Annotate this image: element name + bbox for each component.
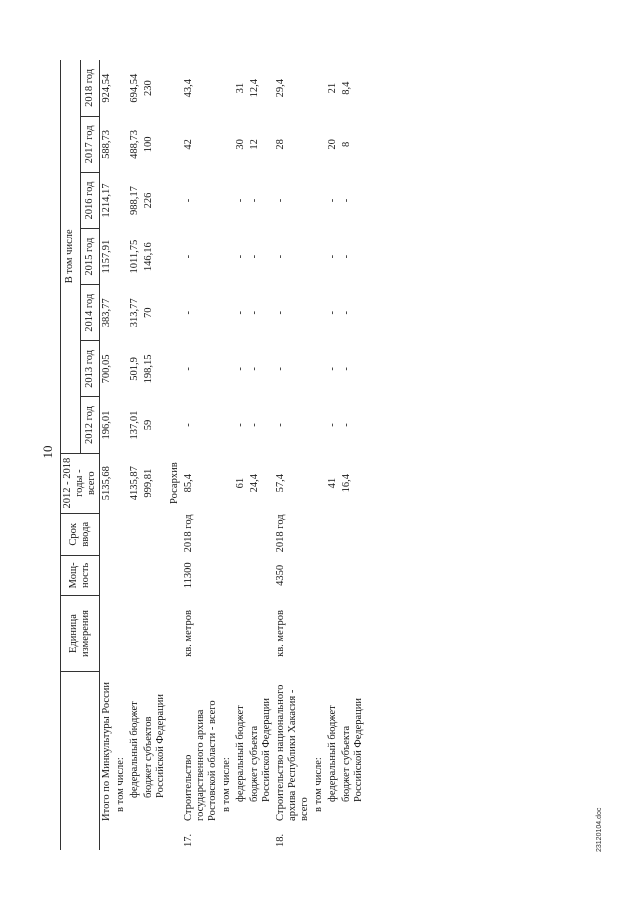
row-year-value: [312, 397, 326, 453]
row-year-value: 146,16: [143, 242, 154, 272]
row-name: бюджет субъекта Российской Федерации: [341, 697, 364, 802]
row-capacity: [340, 555, 366, 595]
row-number: [340, 824, 366, 850]
row-year-value: -: [235, 198, 246, 203]
row-year-value: [114, 341, 128, 397]
row-number: [168, 824, 182, 850]
row-term: [340, 513, 366, 555]
row-unit: [312, 595, 326, 671]
row-number: [220, 824, 234, 850]
row-year-value: [312, 116, 326, 172]
row-year-value: 12,4: [249, 78, 260, 98]
row-year-value: -: [183, 198, 194, 203]
row-name: федеральный бюджет: [235, 705, 246, 802]
row-capacity: [326, 555, 340, 595]
row-year-value: [312, 285, 326, 341]
row-capacity: [128, 555, 142, 595]
row-year-value: [168, 285, 182, 341]
table-row: [248, 60, 274, 850]
row-total: 999,81: [143, 468, 154, 498]
row-number: [312, 824, 326, 850]
row-year-value: [114, 285, 128, 341]
row-year-value: 383,77: [101, 298, 112, 328]
row-total: 5135,68: [101, 466, 112, 501]
row-total: 61: [235, 477, 246, 489]
row-number: [100, 824, 115, 850]
row-total: [114, 453, 128, 513]
header-deadline: Срок ввода: [61, 513, 100, 555]
row-year-value: 28: [275, 139, 286, 150]
row-term: [234, 513, 248, 555]
header-year-5: 2017 год: [80, 116, 100, 172]
page-number: 10: [40, 445, 55, 459]
row-name: в том числе:: [115, 757, 126, 812]
row-name: Строительство государственного архива Ростовской области - всего: [183, 700, 218, 821]
row-year-value: -: [327, 423, 338, 427]
row-year-value: -: [249, 198, 260, 203]
row-year-value: 700,05: [101, 354, 112, 384]
table-body: [100, 60, 367, 850]
row-year-value: -: [327, 198, 338, 203]
row-year-value: -: [183, 311, 194, 315]
row-year-value: 198,15: [143, 354, 154, 384]
row-year-value: [114, 397, 128, 453]
row-total: 85,4: [183, 473, 194, 493]
row-year-value: 313,77: [129, 298, 140, 328]
row-number: [128, 824, 142, 850]
row-unit: [100, 595, 115, 671]
row-year-value: -: [341, 198, 352, 203]
row-unit: [340, 595, 366, 671]
row-year-value: [114, 229, 128, 285]
table-row: [312, 60, 326, 850]
header-year-0: 2012 год: [80, 397, 100, 453]
row-unit: [168, 595, 182, 671]
row-year-value: 501,9: [129, 357, 140, 381]
header-year-3: 2015 год: [80, 229, 100, 285]
row-year-value: -: [327, 311, 338, 315]
row-year-value: [220, 285, 234, 341]
row-year-value: -: [275, 254, 286, 259]
row-capacity: [220, 555, 234, 595]
row-year-value: 924,54: [101, 73, 112, 103]
row-year-value: -: [249, 423, 260, 427]
table-row: [274, 60, 312, 850]
row-year-value: 42: [183, 139, 194, 150]
row-number: [248, 824, 274, 850]
row-year-value: [168, 116, 182, 172]
row-year-value: [168, 341, 182, 397]
row-unit: [326, 595, 340, 671]
row-year-value: [220, 341, 234, 397]
row-unit: [248, 595, 274, 671]
row-year-value: [168, 172, 182, 228]
row-year-value: 1157,91: [101, 239, 112, 274]
row-year-value: -: [249, 311, 260, 315]
row-year-value: -: [275, 367, 286, 371]
row-year-value: -: [183, 423, 194, 427]
row-year-value: 230: [143, 80, 154, 97]
row-year-value: 70: [143, 307, 154, 319]
table-row: [114, 60, 128, 850]
row-term: [312, 513, 326, 555]
header-including: В том числе: [61, 60, 81, 453]
row-year-value: 226: [143, 192, 154, 209]
row-year-value: [114, 60, 128, 116]
row-year-value: -: [249, 367, 260, 371]
row-number: 18.: [275, 833, 286, 847]
row-name: бюджет субъектов Российской Федерации: [143, 693, 166, 798]
row-total: Росархив: [169, 462, 180, 504]
row-year-value: -: [235, 367, 246, 371]
row-capacity: 4350: [275, 564, 286, 586]
row-number: [234, 824, 248, 850]
row-name: [168, 672, 182, 824]
row-capacity: [142, 555, 168, 595]
row-year-value: -: [341, 367, 352, 371]
row-term: [142, 513, 168, 555]
row-unit: [220, 595, 234, 671]
row-capacity: [168, 555, 182, 595]
row-name: бюджет субъекта Российской Федерации: [249, 697, 272, 802]
row-term: [128, 513, 142, 555]
row-year-value: -: [341, 311, 352, 315]
row-year-value: -: [341, 423, 352, 427]
table-row: [220, 60, 234, 850]
row-year-value: [220, 116, 234, 172]
row-year-value: -: [235, 311, 246, 315]
row-year-value: [220, 60, 234, 116]
row-total: [220, 453, 234, 513]
header-year-2: 2014 год: [80, 285, 100, 341]
table-row: [168, 60, 182, 850]
row-year-value: [168, 60, 182, 116]
row-name: федеральный бюджет: [327, 705, 338, 802]
row-year-value: 30: [235, 139, 246, 150]
row-year-value: [168, 397, 182, 453]
row-year-value: 20: [327, 139, 338, 150]
table-row: [142, 60, 168, 850]
table-row: [326, 60, 340, 850]
row-term: [168, 513, 182, 555]
header-year-4: 2016 год: [80, 172, 100, 228]
row-capacity: [312, 555, 326, 595]
row-year-value: [114, 116, 128, 172]
row-year-value: 21: [327, 82, 338, 94]
row-term: 2018 год: [275, 514, 286, 553]
row-year-value: 1011,75: [129, 239, 140, 274]
row-number: 17.: [183, 833, 194, 847]
row-year-value: 588,73: [101, 129, 112, 159]
row-year-value: 196,01: [101, 410, 112, 440]
row-unit: кв. метров: [275, 610, 286, 657]
row-year-value: 29,4: [275, 78, 286, 98]
row-year-value: 988,17: [129, 186, 140, 215]
row-total: [312, 453, 326, 513]
row-total: 24,4: [249, 473, 260, 493]
row-capacity: [234, 555, 248, 595]
row-term: [114, 513, 128, 555]
row-number: [142, 824, 168, 850]
file-code: 23120104.doc: [596, 807, 603, 852]
row-year-value: -: [327, 254, 338, 259]
header-name-cell: [61, 672, 100, 850]
row-capacity: [100, 555, 115, 595]
row-year-value: 43,4: [183, 78, 194, 98]
row-year-value: -: [275, 311, 286, 315]
budget-table: [60, 60, 366, 850]
row-year-value: 488,73: [129, 129, 140, 159]
header-unit: Единица измерения: [61, 595, 100, 671]
row-year-value: -: [341, 254, 352, 259]
row-name: федеральный бюджет: [129, 701, 140, 798]
row-total: 4135,87: [129, 466, 140, 501]
row-name: в том числе:: [221, 757, 232, 812]
row-capacity: [248, 555, 274, 595]
row-year-value: [114, 172, 128, 228]
row-total: 41: [327, 477, 338, 489]
row-name: в том числе:: [313, 757, 324, 812]
table-row: [340, 60, 366, 850]
row-year-value: 31: [235, 82, 246, 94]
row-year-value: -: [183, 367, 194, 371]
header-total: 2012 - 2018 годы - всего: [61, 453, 100, 513]
row-unit: [234, 595, 248, 671]
row-year-value: 100: [143, 136, 154, 153]
header-year-6: 2018 год: [80, 60, 100, 116]
row-capacity: 11300: [183, 562, 194, 589]
row-number: [114, 824, 128, 850]
row-year-value: -: [235, 423, 246, 427]
row-year-value: 1214,17: [101, 183, 112, 218]
row-unit: кв. метров: [183, 610, 194, 657]
row-term: [248, 513, 274, 555]
row-year-value: [312, 60, 326, 116]
row-term: [220, 513, 234, 555]
row-year-value: -: [183, 254, 194, 259]
row-year-value: -: [235, 254, 246, 259]
table-row: [182, 60, 220, 850]
header-year-1: 2013 год: [80, 341, 100, 397]
row-year-value: 694,54: [129, 73, 140, 103]
row-year-value: [312, 229, 326, 285]
row-unit: [142, 595, 168, 671]
row-term: [326, 513, 340, 555]
row-total: 16,4: [341, 473, 352, 493]
row-total: 57,4: [275, 473, 286, 493]
row-year-value: -: [275, 423, 286, 427]
row-year-value: 59: [143, 419, 154, 431]
row-year-value: 12: [249, 139, 260, 150]
row-capacity: [114, 555, 128, 595]
table-header: [61, 60, 100, 850]
table-row: [100, 60, 115, 850]
row-term: [100, 513, 115, 555]
row-year-value: [312, 172, 326, 228]
row-year-value: -: [275, 198, 286, 203]
row-unit: [114, 595, 128, 671]
row-year-value: [220, 397, 234, 453]
row-year-value: 137,01: [129, 410, 140, 440]
row-year-value: [220, 172, 234, 228]
table-row: [234, 60, 248, 850]
table-row: [128, 60, 142, 850]
row-name: Строительство национального архива Республики Хакасия - всего: [275, 684, 310, 821]
row-term: 2018 год: [183, 514, 194, 553]
row-unit: [128, 595, 142, 671]
row-year-value: -: [327, 367, 338, 371]
row-year-value: 8,4: [341, 81, 352, 95]
row-number: [326, 824, 340, 850]
header-capacity: Мощ-ность: [61, 555, 100, 595]
row-name: Итого по Минкультуры России: [101, 682, 112, 821]
row-year-value: -: [249, 254, 260, 259]
rotated-page: [40, 42, 603, 862]
row-year-value: 8: [341, 141, 352, 148]
row-year-value: [312, 341, 326, 397]
row-year-value: [220, 229, 234, 285]
row-year-value: [168, 229, 182, 285]
